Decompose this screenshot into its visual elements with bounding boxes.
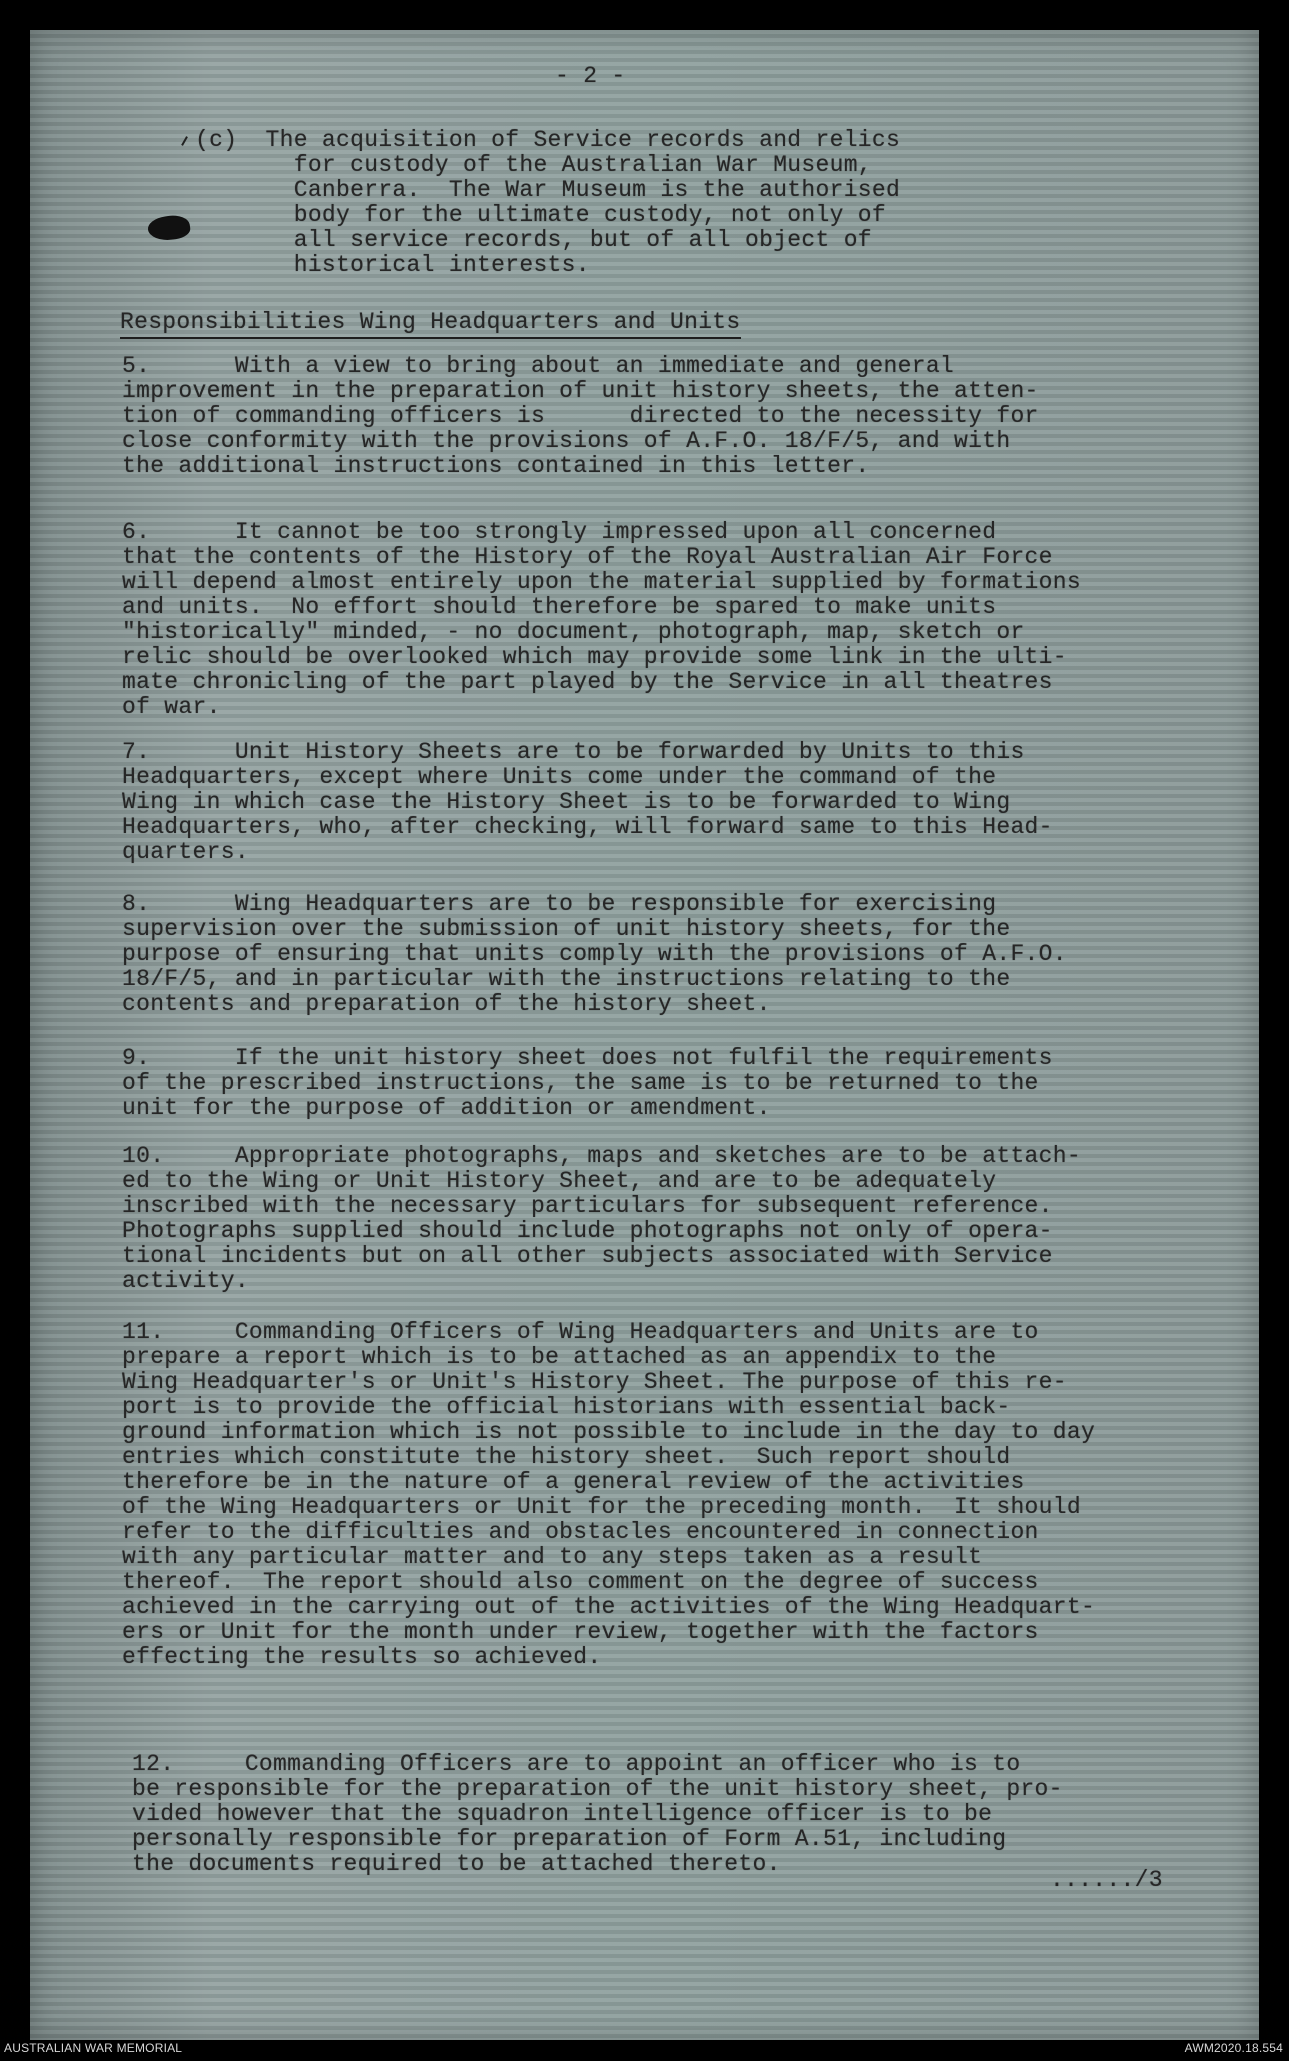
section-heading-text: Responsibilities Wing Headquarters and Units bbox=[120, 309, 741, 339]
paragraph-10: 10. Appropriate photographs, maps and sketches are to be attach- ed to the Wing or Unit History Sheet, and are to be adequately inscribed with the necessary particulars for subsequent reference. Photographs supplied should include photographs not only of opera- tional incidents but on all other subjects associated with Service activity. bbox=[122, 1143, 1081, 1294]
page-number: - 2 - bbox=[555, 63, 626, 89]
pencil-mark bbox=[181, 136, 195, 150]
section-heading bbox=[120, 310, 741, 335]
paragraph-8: 8. Wing Headquarters are to be responsible for exercising supervision over the submission of unit history sheets, for the purpose of ensuring that units comply with the provisions of A.F.O. 18/F/5, and in particular with the instructions relating to the contents and preparation of the history sheet. bbox=[122, 891, 1067, 1017]
document-page bbox=[30, 30, 1259, 2040]
paragraph-7: 7. Unit History Sheets are to be forwarded by Units to this Headquarters, except where Units come under the command of the Wing in which case the History Sheet is to be forwarded to Wing Headquarters, who, after checking, will forward same to this Head- quarters. bbox=[122, 739, 1053, 865]
paragraph-9: 9. If the unit history sheet does not fulfil the requirements of the prescribed instructions, the same is to be returned to the unit for the purpose of addition or amendment. bbox=[122, 1045, 1053, 1121]
archive-reference: AWM2020.18.554 bbox=[1184, 2041, 1283, 2055]
paragraph-c: (c) The acquisition of Service records and relics for custody of the Australian War Museum, Canberra. The War Museum is the authorised body for the ultimate custody, not only of all service records, but of all object of historical interests. bbox=[195, 127, 901, 278]
paragraph-5: 5. With a view to bring about an immediate and general improvement in the preparation of unit history sheets, the atten- tion of commanding officers is directed to the necessity for close conformity with the provisions of A.F.O. 18/F/5, and with the additional instructions contained in this letter. bbox=[122, 353, 1039, 479]
archive-credit: AUSTRALIAN WAR MEMORIAL bbox=[4, 2041, 183, 2055]
ink-blot bbox=[147, 213, 192, 243]
paragraph-11: 11. Commanding Officers of Wing Headquarters and Units are to prepare a report which is to be attached as an appendix to the Wing Headquarter's or Unit's History Sheet. The purpose of this re- port is to provide the official historians with essential back- ground information which is not possible to include in the day to day entries which constitute the history sheet. Such report should therefore be in the nature of a general review of the activities of the Wing Headquarters or Unit for the preceding month. It should refer to the difficulties and obstacles encountered in connection with any particular matter and to any steps taken as a result thereof. The report should also comment on the degree of success achieved in the carrying out of the activities of the Wing Headquart- ers or Unit for the month under review, together with the factors effecting the results so achieved. bbox=[122, 1319, 1096, 1670]
continuation-marker: ....../3 bbox=[1050, 1867, 1163, 1893]
paragraph-12: 12. Commanding Officers are to appoint an officer who is to be responsible for the preparation of the unit history sheet, pro- vided however that the squadron intelligence officer is to be personally responsible for preparation of Form A.51, including the documents required to be attached thereto. bbox=[132, 1751, 1063, 1877]
paragraph-6: 6. It cannot be too strongly impressed upon all concerned that the contents of the History of the Royal Australian Air Force will depend almost entirely upon the material supplied by formations and units. No effort should therefore be spared to make units "historically" minded, - no document, photograph, map, sketch or relic should be overlooked which may provide some link in the ulti- mate chronicling of the part played by the Service in all theatres of war. bbox=[122, 519, 1081, 720]
